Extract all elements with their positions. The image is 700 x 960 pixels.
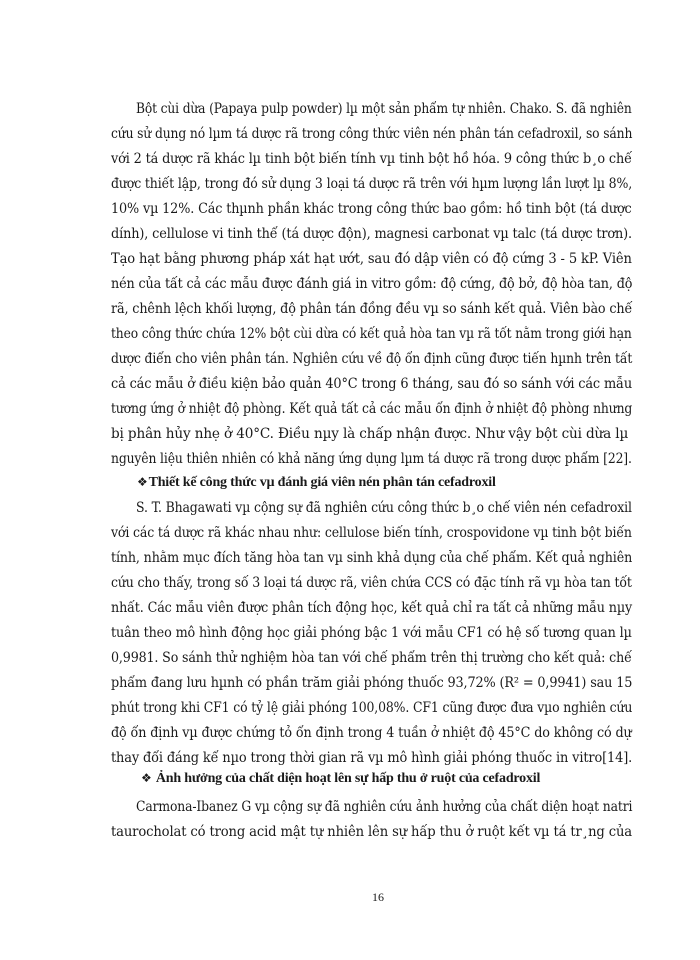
text-line: dược điển cho viên phân tán. Nghiên cứu về độ ổn định cũng được tiến hµnh trên tất [111, 351, 633, 367]
text-line: tính, nhằm mục đích tăng hòa tan vµ sinh khả dụng của chế phẩm. Kết quả nghiên [111, 550, 633, 566]
text-line: phút trong khi CF1 có tỷ lệ giải phóng 100,08%. CF1 cũng được đưa vµo nghiên cứu [111, 700, 633, 716]
text-line: Carmona-Ibanez G vµ cộng sự đã nghiên cứu ảnh hưởng của chất diện hoạt natri [136, 799, 633, 815]
section-heading-surfactant [141, 771, 540, 787]
text-line: cả các mẫu ở điều kiện bảo quản 40°C trong 6 tháng, sau đó so sánh với các mẫu [111, 376, 632, 392]
text-line: bị phân hủy nhẹ ở 40°C. Điều nµy là chấp nhận được. Như vậy bột cùi dừa lµ [111, 426, 629, 442]
text-line: theo công thức chứa 12% bột cùi dừa có kết quả hòa tan vµ rã tốt nằm trong giới hạn [111, 326, 632, 342]
text-line: thay đổi đáng kể nµo trong thời gian rã vµ mô hình giải phóng thuốc in vitro[14]. [111, 750, 633, 766]
text-line: S. T. Bhagawati vµ cộng sự đã nghiên cứu công thức b¸o chế viên nén cefadroxil [136, 500, 632, 516]
text-line: Bột cùi dừa (Papaya pulp powder) lµ một sản phẩm tự nhiên. Chako. S. đã nghiên [136, 101, 632, 117]
text-line: rã, chênh lệch khối lượng, độ phân tán đồng đều vµ so sánh kết quả. Viên bào chế [111, 301, 633, 317]
text-line: tuân theo mô hình động học giải phóng bậc 1 với mẫu CF1 có hệ số tương quan lµ [111, 625, 632, 641]
text-line: cứu cho thấy, trong số 3 loại tá dược rã, viên chứa CCS có đặc tính rã vµ hòa tan tốt [111, 575, 632, 591]
heading-text: Ảnh hưởng của chất diện hoạt lên sự hấp thu ở ruột của cefadroxil [155, 771, 541, 786]
text-line: được thiết lập, trong đó sử dụng 3 loại tá dược rã trên với hµm lượng lần lượt lµ 8%, [111, 176, 633, 192]
text-line: phẩm đang lưu hµnh có phần trăm giải phóng thuốc 93,72% (R² = 0,9941) sau 15 [111, 675, 633, 691]
text-line: 0,9981. So sánh thử nghiệm hòa tan với chế phẩm trên thị trường cho kết quả: chế [111, 650, 632, 666]
text-line: với các tá dược rã khác nhau như: cellulose biến tính, crospovidone vµ tinh bột biến [111, 525, 632, 541]
section-heading-formulation [137, 475, 496, 491]
heading-text: Thiết kế công thức vµ đánh giá viên nén phân tán cefadroxil [148, 475, 496, 490]
text-line: nhất. Các mẫu viên được phân tích động học, kết quả chỉ ra tất cả những mẫu nµy [111, 600, 633, 616]
text-line: độ ổn định vµ được chứng tỏ ổn định trong 4 tuần ở nhiệt độ 45°C do không có dự [111, 725, 632, 741]
text-line: cứu sử dụng nó lµm tá dược rã trong công thức viên nén phân tán cefadroxil, so sánh [111, 126, 633, 142]
text-line: 10% vµ 12%. Các thµnh phần khác trong công thức bao gồm: hồ tinh bột (tá dược [111, 201, 632, 217]
text-line: nguyên liệu thiên nhiên có khả năng ứng dụng lµm tá dược rã trong dược phẩm [22]. [111, 451, 632, 467]
text-line: taurocholat có trong acid mật tự nhiên lên sự hấp thu ở ruột kết vµ tá tr¸ng của [111, 824, 632, 840]
diamond-cluster-icon: ❖ [141, 771, 152, 785]
text-line: dính), cellulose vi tinh thể (tá dược độn), magnesi carbonat vµ talc (tá dược trơn). [111, 226, 633, 242]
text-line: với 2 tá dược rã khác lµ tinh bột biến tính vµ tinh bột hồ hóa. 9 công thức b¸o chế [111, 151, 632, 167]
text-line: tương ứng ở nhiệt độ phòng. Kết quả tất cả các mẫu ổn định ở nhiệt độ phòng nhưng [111, 401, 633, 417]
text-line: nén của tất cả các mẫu được đánh giá in vitro gồm: độ cứng, độ bở, độ hòa tan, độ [111, 276, 633, 292]
text-line: Tạo hạt bằng phương pháp xát hạt ướt, sau đó dập viên có độ cứng 3 - 5 kP. Viên [111, 251, 632, 267]
page-number: 16 [372, 890, 384, 904]
diamond-cluster-icon: ❖ [137, 475, 148, 489]
